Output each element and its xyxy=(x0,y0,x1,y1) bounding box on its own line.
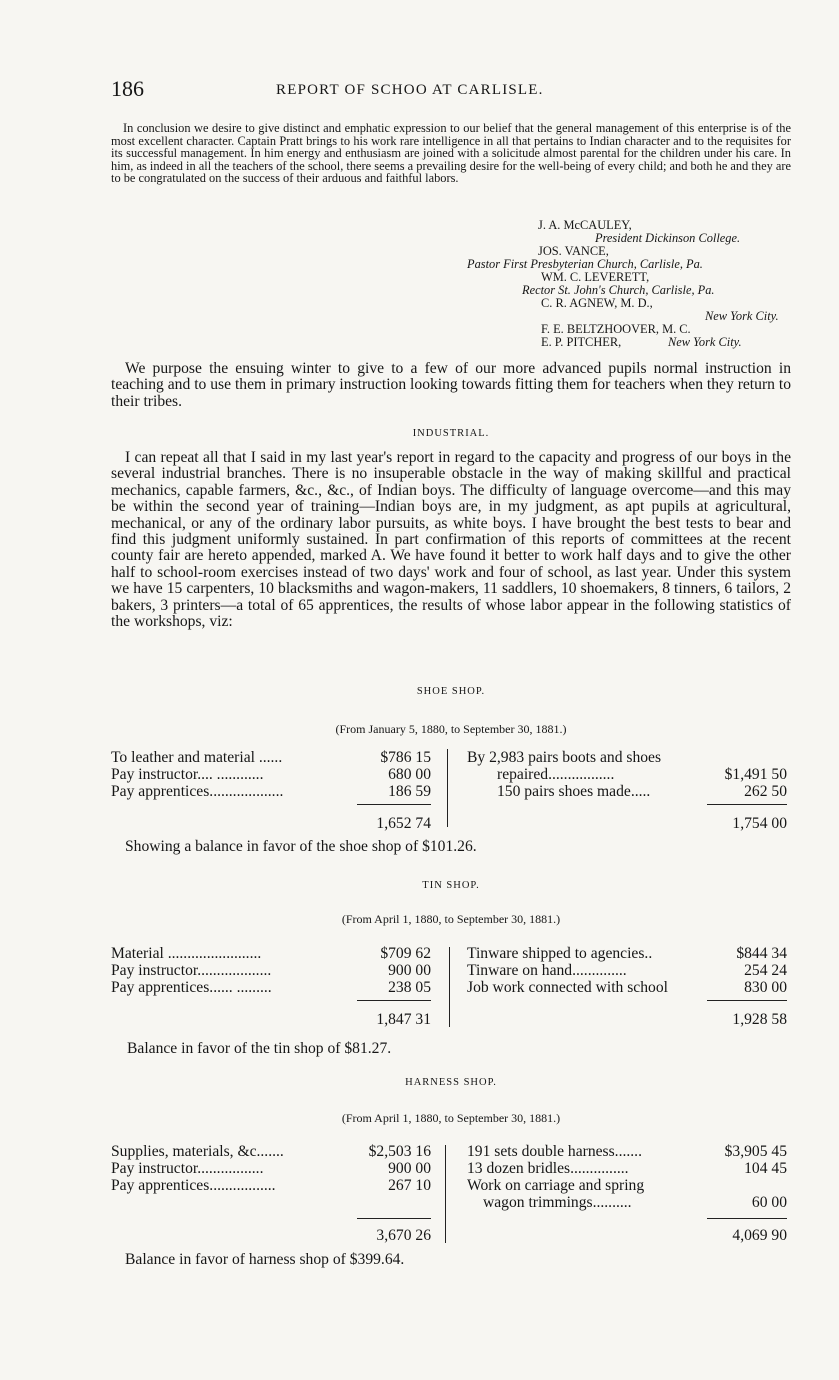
tin-shop-balance: Balance in favor of the tin shop of $81.27. xyxy=(127,1040,392,1057)
account-row: Pay apprentices................. 267 10 xyxy=(111,1177,431,1194)
account-row: Supplies, materials, &c....... $2,503 16 xyxy=(111,1143,431,1160)
signature-name: J. A. McCAULEY, xyxy=(538,218,632,232)
sum-rule xyxy=(707,1000,787,1001)
signature-name: JOS. VANCE, xyxy=(538,244,609,258)
tin-shop-heading: TIN SHOP. xyxy=(422,880,480,891)
column-divider xyxy=(445,1145,446,1243)
harness-shop-period: (From April 1, 1880, to September 30, 1881.) xyxy=(341,1111,561,1125)
shoe-shop-heading: SHOE SHOP. xyxy=(416,686,486,697)
sum-rule xyxy=(707,804,787,805)
harness-shop-account xyxy=(111,1143,791,1248)
credit-column xyxy=(467,1143,787,1211)
signature-name: WM. C. LEVERETT, xyxy=(541,270,650,284)
harness-shop-balance: Balance in favor of harness shop of $399.64. xyxy=(125,1251,405,1268)
account-row: Work on carriage and spring xyxy=(467,1177,645,1194)
page-number: 186 xyxy=(111,76,144,101)
shoe-shop-balance: Showing a balance in favor of the shoe shop of $101.26. xyxy=(125,838,477,855)
account-row: To leather and material ...... $786 15 xyxy=(111,749,431,766)
shoe-shop-period: (From January 5, 1880, to September 30, 1881.) xyxy=(335,722,567,736)
signature-title: President Dickinson College. xyxy=(595,231,741,245)
account-row: Tinware shipped to agencies.. $844 34 xyxy=(467,945,787,962)
debit-total: 1,652 74 xyxy=(376,815,431,832)
signature-name: C. R. AGNEW, M. D., xyxy=(541,296,653,310)
normal-instruction-paragraph: We purpose the ensuing winter to give to a few of our more advanced pupils normal instruction in teaching and to use them in primary instruction looking towards fitting them for teachers when they return to their tribes. xyxy=(111,360,791,410)
signature-title: New York City. xyxy=(705,309,779,323)
column-divider xyxy=(447,749,448,827)
account-row: 191 sets double harness....... $3,905 45 xyxy=(467,1143,787,1160)
account-row: 13 dozen bridles............... 104 45 xyxy=(467,1160,787,1177)
harness-shop-heading: HARNESS SHOP. xyxy=(405,1077,497,1088)
account-row: 150 pairs shoes made..... 262 50 xyxy=(497,783,787,800)
conclusion-paragraph: In conclusion we desire to give distinct and emphatic expression to our belief that the general management of this enterprise is of the most excellent character. Captain Pratt brings to his work rare intelligence in all that pertains to Indian character and to the requisites for its successful management. In him energy and enthusiasm are joined with a solicitude almost parental for the children under his care. In him, as indeed in all the teachers of the school, there seems a prevailing desire for the well-being of every child; and both he and they are to be congratulated on the success of their arduous and faithful labors. xyxy=(111,121,791,186)
tin-shop-account xyxy=(111,945,791,1035)
account-row: repaired................. $1,491 50 xyxy=(497,766,787,783)
debit-column xyxy=(111,1143,431,1194)
account-row: Tinware on hand.............. 254 24 xyxy=(467,962,787,979)
debit-column xyxy=(111,749,431,800)
sum-rule xyxy=(707,1218,787,1219)
page-header xyxy=(111,76,791,106)
sum-rule xyxy=(357,804,431,805)
account-row: By 2,983 pairs boots and shoes xyxy=(467,749,662,766)
credit-total: 1,928 58 xyxy=(732,1011,787,1028)
account-row: Pay instructor................... 900 00 xyxy=(111,962,431,979)
industrial-heading: INDUSTRIAL. xyxy=(412,428,490,439)
industrial-paragraph: I can repeat all that I said in my last year's report in regard to the capacity and progress of our boys in the several industrial branches. There is no insuperable obstacle in the way of making skillful and practical mechanics, capable farmers, &c., &c., of Indian boys. The difficulty of language overcome—and this may be within the second year of training—Indian boys are, in my judgment, as apt pupils at agricultural, mechanical, or any of the ordinary labor pursuits, as white boys. I have brought the best tests to bear and find this judgment uniformly sustained. In part confirmation of this reports of committees at the recent county fair are hereto appended, marked A. We have found it better to work half days and to give the other half to school-room exercises instead of two days' work and four of school, as last year. Under this system we have 15 carpenters, 10 blacksmiths and wagon-makers, 11 saddlers, 10 shoemakers, 8 tinners, 6 tailors, 2 bakers, 3 printers—a total of 65 apprentices, the results of whose labor appear in the following statistics of the workshops, viz: xyxy=(111,449,791,631)
sum-rule xyxy=(357,1000,431,1001)
account-row: wagon trimmings.......... 60 00 xyxy=(483,1194,787,1211)
account-row: Pay apprentices................... 186 59 xyxy=(111,783,431,800)
signature-name: F. E. BELTZHOOVER, M. C. xyxy=(541,322,691,336)
account-row: Material ........................ $709 62 xyxy=(111,945,431,962)
credit-column xyxy=(467,945,787,996)
signature-name: E. P. PITCHER, xyxy=(541,335,622,349)
account-row: Job work connected with school 830 00 xyxy=(467,979,787,996)
debit-total: 3,670 26 xyxy=(376,1227,431,1244)
tin-shop-period: (From April 1, 1880, to September 30, 1881.) xyxy=(341,912,561,926)
account-row: Pay instructor.... ............ 680 00 xyxy=(111,766,431,783)
shoe-shop-account xyxy=(111,749,791,839)
signature-title: New York City. xyxy=(668,335,742,349)
account-row: Pay apprentices...... ......... 238 05 xyxy=(111,979,431,996)
credit-total: 1,754 00 xyxy=(732,815,787,832)
column-divider xyxy=(449,947,450,1027)
debit-total: 1,847 31 xyxy=(376,1011,431,1028)
debit-column xyxy=(111,945,431,996)
account-row: Pay instructor................. 900 00 xyxy=(111,1160,431,1177)
running-head: REPORT OF SCHOO AT CARLISLE. xyxy=(276,82,544,98)
sum-rule xyxy=(357,1218,431,1219)
signature-title: Rector St. John's Church, Carlisle, Pa. xyxy=(522,283,715,297)
credit-column xyxy=(467,749,787,800)
signature-title: Pastor First Presbyterian Church, Carlisle, Pa. xyxy=(467,257,703,271)
credit-total: 4,069 90 xyxy=(732,1227,787,1244)
